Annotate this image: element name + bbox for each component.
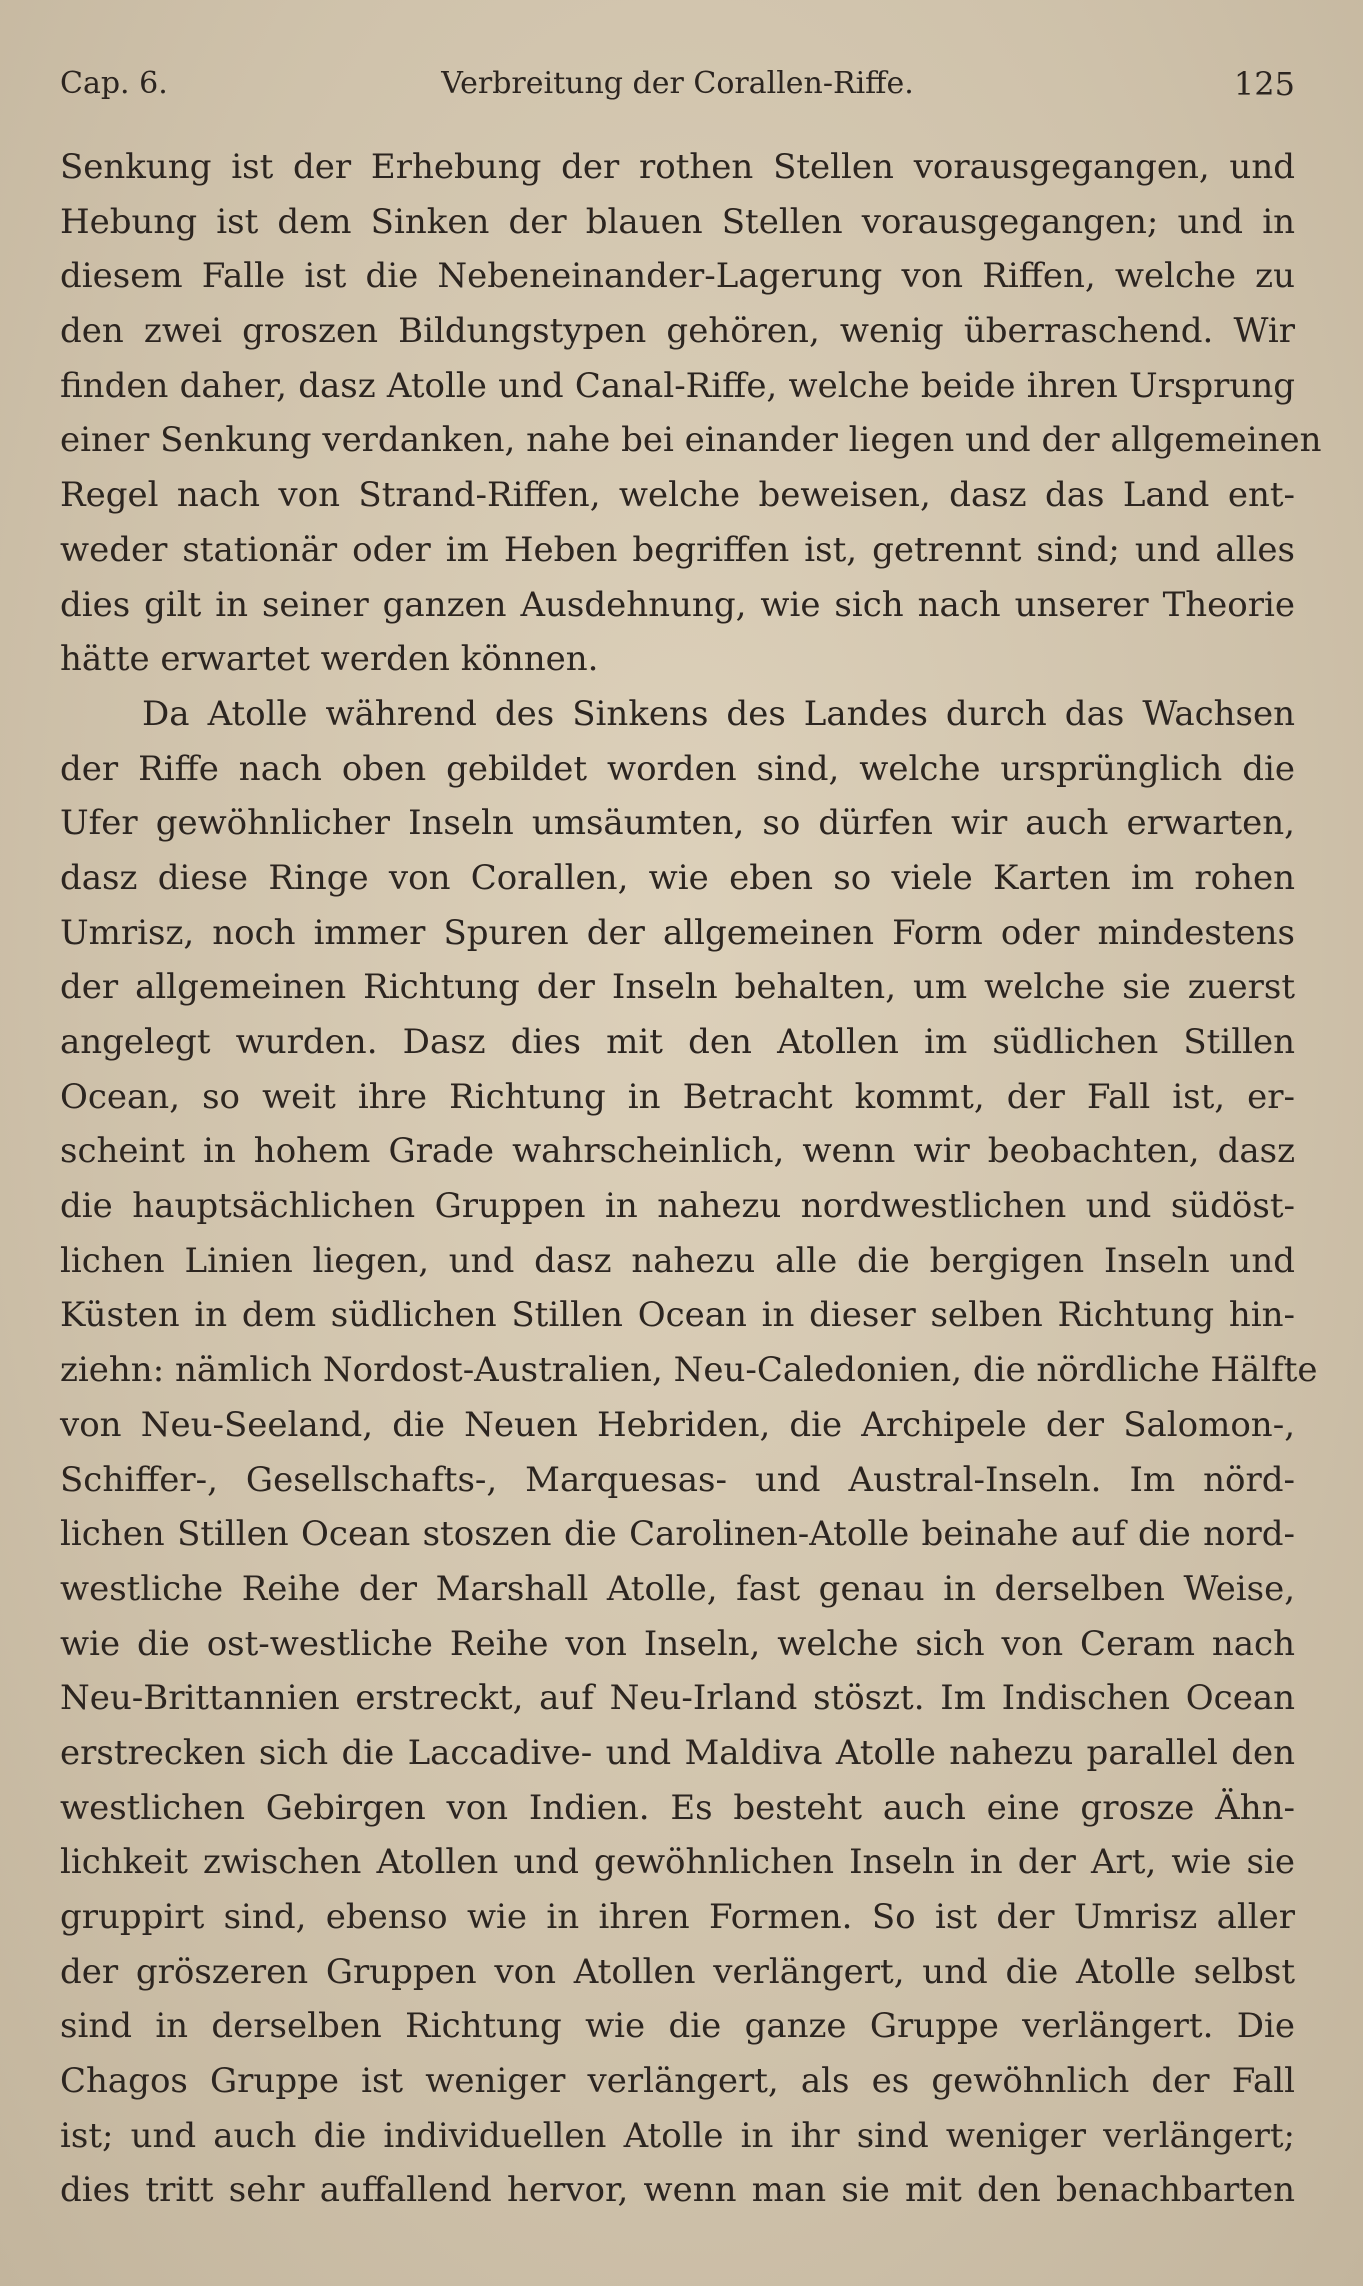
text-line: Umrisz, noch immer Spuren der allgemeinen Form oder mindestens	[60, 912, 1295, 953]
text-line: Senkung ist der Erhebung der rothen Stellen vorausgegangen, und	[60, 147, 1295, 187]
text-line: Küsten in dem südlichen Stillen Ocean in dieser selben Richtung hin-	[60, 1295, 1295, 1336]
text-line: dasz diese Ringe von Corallen, wie eben so viele Karten im rohen	[60, 857, 1295, 898]
text-line: westliche Reihe der Marshall Atolle, fast genau in derselben Weise,	[60, 1568, 1295, 1609]
chapter-label: Cap. 6.	[60, 66, 168, 101]
text-line: Ufer gewöhnlicher Inseln umsäumten, so dürfen wir auch erwarten,	[60, 803, 1295, 844]
text-line: Chagos Gruppe ist weniger verlängert, als es gewöhnlich der Fall	[60, 2061, 1295, 2102]
text-line: gruppirt sind, ebenso wie in ihren Formen. So ist der Umrisz aller	[60, 1897, 1295, 1937]
text-line: lichkeit zwischen Atollen und gewöhnlichen Inseln in der Art, wie sie	[60, 1842, 1295, 1883]
text-line: westlichen Gebirgen von Indien. Es besteht auch eine grosze Ähn-	[60, 1787, 1295, 1828]
text-line: Da Atolle während des Sinkens des Landes durch das Wachsen	[142, 693, 1295, 734]
text-line: scheint in hohem Grade wahrscheinlich, wenn wir beobachten, dasz	[60, 1131, 1295, 1172]
text-line: erstrecken sich die Laccadive- und Maldiva Atolle nahezu parallel den	[60, 1732, 1295, 1773]
text-line: sind in derselben Richtung wie die ganze Gruppe verlängert. Die	[60, 2006, 1295, 2047]
text-line: die hauptsächlichen Gruppen in nahezu nordwestlichen und südöst-	[60, 1186, 1295, 1227]
paragraph-2	[60, 687, 1318, 2218]
page-number: 125	[1233, 65, 1295, 103]
text-line: lichen Stillen Ocean stoszen die Carolinen-Atolle beinahe auf die nord-	[60, 1514, 1295, 1555]
text-line: der allgemeinen Richtung der Inseln behalten, um welche sie zuerst	[60, 967, 1295, 1008]
text-line: lichen Linien liegen, und dasz nahezu alle die bergigen Inseln und	[60, 1240, 1295, 1281]
paragraph-1	[60, 140, 1322, 687]
text-line: dies tritt sehr auffallend hervor, wenn man sie mit den benachbarten	[60, 2170, 1295, 2211]
body-text	[60, 140, 1322, 2218]
text-line: hätte erwartet werden können.	[60, 639, 599, 680]
text-line: Hebung ist dem Sinken der blauen Stellen vorausgegangen; und in	[60, 201, 1295, 242]
text-line: dies gilt in seiner ganzen Ausdehnung, wie sich nach unserer Theorie	[60, 584, 1295, 625]
text-line: der Riffe nach oben gebildet worden sind, welche ursprünglich die	[60, 748, 1295, 789]
text-line: angelegt wurden. Dasz dies mit den Atollen im südlichen Stillen	[60, 1022, 1295, 1062]
text-line: Regel nach von Strand-Riffen, welche beweisen, dasz das Land ent-	[60, 475, 1295, 516]
running-head	[60, 62, 1295, 106]
text-line: Schiffer-, Gesellschafts-, Marquesas- und Austral-Inseln. Im nörd-	[60, 1459, 1295, 1500]
text-line: den zwei groszen Bildungstypen gehören, wenig überraschend. Wir	[60, 311, 1295, 352]
text-line: wie die ost-westliche Reihe von Inseln, welche sich von Ceram nach	[60, 1623, 1295, 1664]
text-line: von Neu-Seeland, die Neuen Hebriden, die Archipele der Salomon-,	[60, 1404, 1295, 1445]
text-line: finden daher, dasz Atolle und Canal-Riffe, welche beide ihren Ursprung	[60, 365, 1295, 406]
text-line: der gröszeren Gruppen von Atollen verlängert, und die Atolle selbst	[60, 1951, 1295, 1992]
text-line: Neu-Brittannien erstreckt, auf Neu-Irland stöszt. Im Indischen Ocean	[60, 1678, 1295, 1719]
text-line: einer Senkung verdanken, nahe bei einander liegen und der allgemeinen	[60, 420, 1322, 461]
text-line: ziehn: nämlich Nordost-Australien, Neu-Caledonien, die nördliche Hälfte	[60, 1350, 1318, 1391]
text-line: weder stationär oder im Heben begriffen ist, getrennt sind; und alles	[60, 529, 1295, 570]
running-title: Verbreitung der Corallen-Riffe.	[441, 66, 914, 101]
text-line: ist; und auch die individuellen Atolle in ihr sind weniger verlängert;	[60, 2115, 1295, 2156]
text-line: diesem Falle ist die Nebeneinander-Lagerung von Riffen, welche zu	[60, 256, 1295, 297]
text-line: Ocean, so weit ihre Richtung in Betracht kommt, der Fall ist, er-	[60, 1076, 1295, 1117]
